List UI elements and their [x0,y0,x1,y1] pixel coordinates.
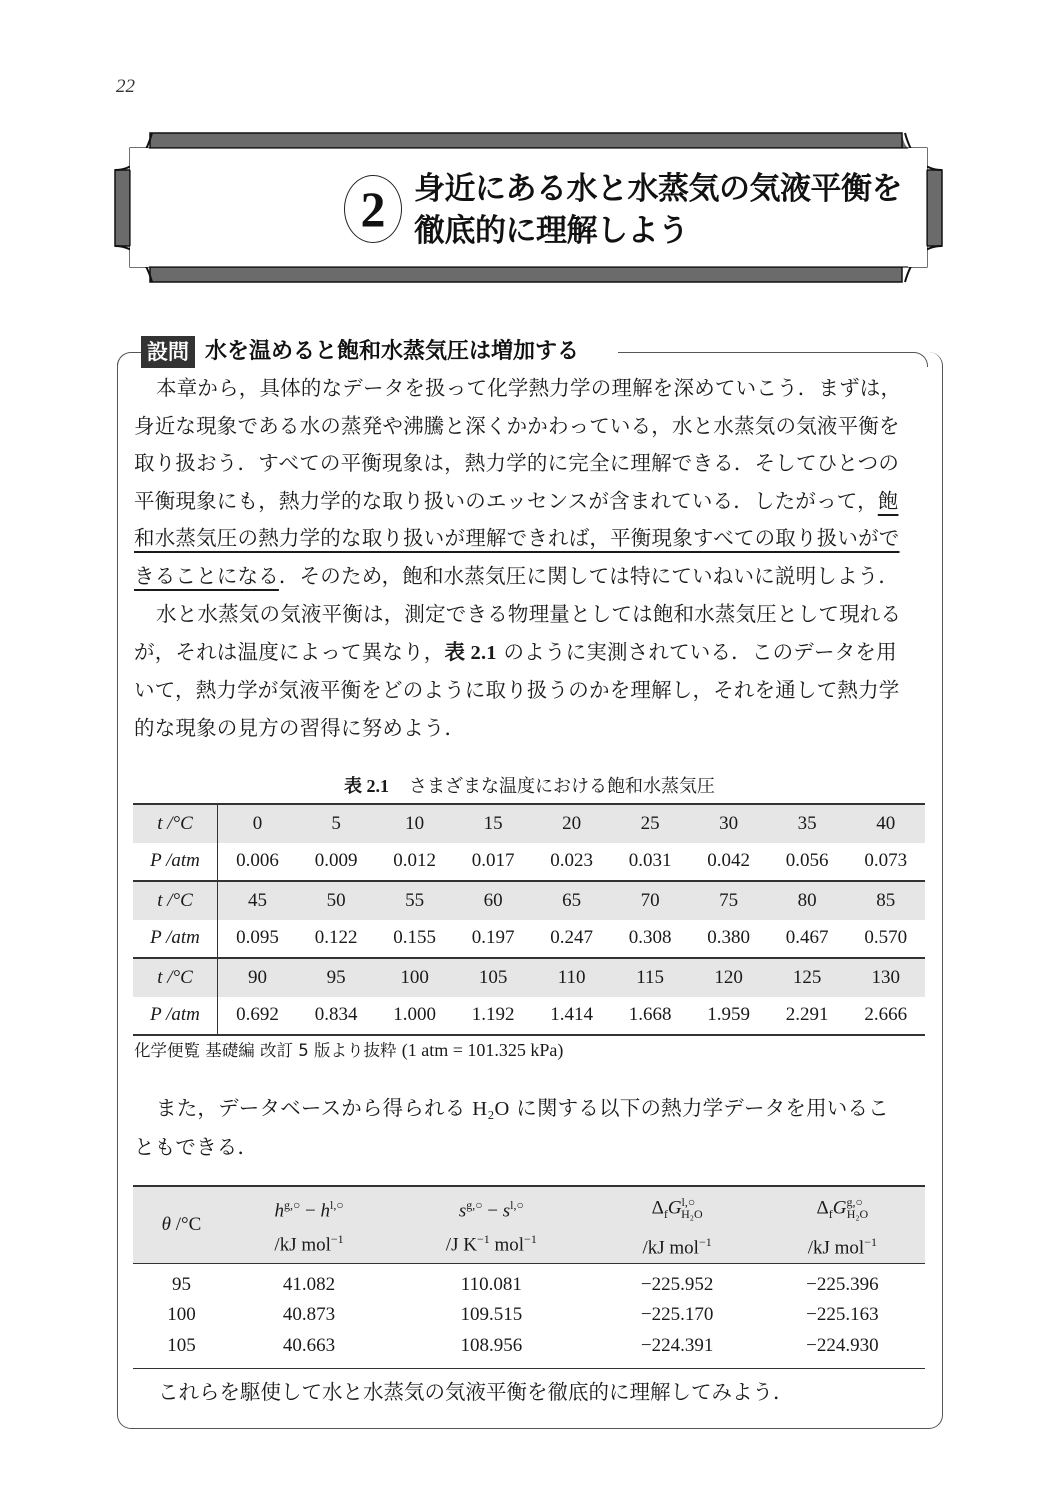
page-number: 22 [116,76,135,97]
row-header-p: P /atm [133,920,218,959]
table-cell: 115 [611,958,690,997]
table-cell: 40 [846,804,925,843]
table-row [133,1264,925,1300]
table-cell: 0.042 [707,850,751,872]
chapter-title [414,168,902,252]
chapter-number: 2 [344,175,402,243]
chemical-formula: H₂O [472,1098,510,1120]
question-header [141,336,593,368]
table-cell: 0.247 [550,927,594,949]
table-cell: 120 [689,958,768,997]
table-header-row [133,1186,925,1264]
table-cell: 2.291 [785,1004,829,1026]
chapter-banner [112,130,947,285]
table-cell: 41.082 [282,1273,336,1295]
question-label: 設問 [141,336,195,368]
unit-conversion-note: (1 atm = 101.325 kPa) [401,1040,564,1060]
table-cell: 108.956 [460,1334,523,1356]
chapter-title-line1: 身近にある水と水蒸気の気液平衡を [414,171,902,207]
table-cell: 110 [532,958,611,997]
table-cell: 1.959 [707,1004,751,1026]
table-cell: 35 [768,804,847,843]
column-header-gibbs-liquid: $\Delta_fG^{l,○}_{H_2O}$ /kJ mol$^{-1}$ [642,1195,712,1259]
table-cell: 0.467 [785,927,829,949]
table-row-temperature [133,958,925,997]
underlined-text: きることになる [134,563,279,588]
question-box-border-left [117,352,144,367]
table-cell: 40.663 [282,1334,336,1356]
table-cell: 0.692 [236,1004,279,1026]
table-cell: 1.668 [628,1004,672,1026]
row-header-p: P /atm [133,843,218,882]
table1-caption [0,772,1059,798]
text-line: ともできる． [134,1134,259,1159]
table-cell: 0.031 [628,850,672,872]
table-cell: 75 [689,881,768,920]
table1-caption-text: さまざまな温度における飽和水蒸気圧 [409,776,715,797]
table-cell: 25 [611,804,690,843]
paragraph-database [134,1090,926,1166]
column-header-gibbs-gas: $\Delta_fG^{g,○}_{H_2O}$ /kJ mol$^{-1}$ [807,1195,877,1259]
table-cell: 55 [375,881,454,920]
table-row [133,1300,925,1331]
table-row-pressure [133,997,925,1036]
table-row-temperature [133,804,925,843]
table-cell: 1.000 [393,1004,437,1026]
table-cell: 40.873 [282,1304,336,1326]
table-cell: 0.122 [314,927,358,949]
text-line: に関する以下の熱力学データを用いるこ [509,1096,889,1120]
table-cell: 90 [218,958,297,997]
question-box-border-right [618,352,928,367]
table-cell: 5 [297,804,376,843]
table-cell: 95 [297,958,376,997]
table1-source-note [134,1037,563,1061]
table-cell: 20 [532,804,611,843]
table-row-pressure [133,920,925,959]
table-cell: 15 [454,804,533,843]
table-cell: 0.095 [236,927,279,949]
column-header-theta: θ /°C [161,1214,202,1236]
table-row-pressure [133,843,925,882]
table-cell: 110.081 [460,1273,522,1295]
table-cell: 130 [846,958,925,997]
text-line: また，データベースから得られる [156,1096,473,1120]
vapor-pressure-table [133,803,925,1036]
closing-sentence: これらを駆使して水と水蒸気の気液平衡を徹底的に理解してみよう． [158,1380,794,1404]
table-cell: −225.163 [806,1304,879,1326]
text-line: ．そのため，飽和水蒸気圧に関しては特にていねいに説明しよう． [278,563,900,588]
thermodynamic-data-table [133,1185,925,1369]
row-header-t: t /°C [133,881,218,920]
text-line: 取り扱おう．すべての平衡現象は，熱力学的に完全に理解できる．そしてひとつの [134,451,900,476]
table-cell: 0 [218,804,297,843]
table-cell: 70 [611,881,690,920]
table-cell: 10 [375,804,454,843]
table-cell: 0.073 [864,850,908,872]
table-cell: 0.056 [785,850,829,872]
table-cell: 0.155 [393,927,437,949]
table-cell: −224.391 [640,1334,714,1356]
table-cell: −225.396 [806,1273,879,1295]
text-line: 的な現象の見方の習得に努めよう． [134,715,466,740]
underlined-text: 飽 [877,488,899,513]
text-line: のように実測されている．このデータを用 [496,639,897,664]
table-cell: 60 [454,881,533,920]
text-line: が，それは温度によって異なり， [134,639,445,664]
table-cell: −224.930 [806,1334,879,1356]
table-row [133,1330,925,1368]
column-header-enthalpy: $h^{g,○} - h^{l,○}$ /kJ mol$^{-1}$ [274,1197,344,1256]
table-cell: 45 [218,881,297,920]
table-cell: 0.308 [628,927,672,949]
row-header-t: t /°C [133,804,218,843]
table1-number: 表 2.1 [344,776,389,796]
table-cell: 0.023 [550,850,594,872]
table-cell: 105 [167,1334,196,1356]
table-cell: 65 [532,881,611,920]
text-line: 身近な現象である水の蒸発や沸騰と深くかかわっている，水と水蒸気の気液平衡を [134,413,900,438]
table-cell: 0.380 [707,927,751,949]
table-cell: 109.515 [460,1304,523,1326]
table-cell: 0.197 [471,927,515,949]
table-cell: −225.170 [640,1304,714,1326]
table-cell: 0.834 [314,1004,358,1026]
table-cell: 0.009 [314,850,358,872]
source-text: 化学便覧 基礎編 改訂 5 版より抜粋 [134,1041,397,1060]
table-cell: 1.192 [471,1004,515,1026]
table-cell: 0.006 [236,850,279,872]
text-line: いて，熱力学が気液平衡をどのように取り扱うのかを理解し，それを通して熱力学 [134,678,900,703]
text-line: 本章から，具体的なデータを扱って化学熱力学の理解を深めていこう．まずは， [156,376,902,400]
question-title: 水を温めると飽和水蒸気圧は増加する [205,339,580,364]
text-line: 水と水蒸気の気液平衡は，測定できる物理量としては飽和水蒸気圧として現れる [156,602,902,626]
table-cell: 80 [768,881,847,920]
table-cell: 0.012 [393,850,437,872]
table-cell: 100 [167,1304,196,1326]
table-cell: 100 [375,958,454,997]
table-row-temperature [133,881,925,920]
table-cell: 125 [768,958,847,997]
paragraph-intro [134,370,926,596]
column-header-entropy: $s^{g,○} - s^{l,○}$ /J $K^{-1}$ mol$^{-1}$ [445,1197,537,1256]
table-cell: 30 [689,804,768,843]
table-cell: 50 [297,881,376,920]
table-reference: 表 2.1 [444,641,497,664]
table-cell: −225.952 [640,1273,714,1295]
table-cell: 0.570 [864,927,908,949]
text-line: 平衡現象にも，熱力学的な取り扱いのエッセンスが含まれている．したがって， [134,488,878,513]
table-cell: 85 [846,881,925,920]
chapter-title-line2: 徹底的に理解しよう [414,213,689,249]
table-cell: 95 [172,1273,191,1295]
table-cell: 2.666 [864,1004,908,1026]
row-header-t: t /°C [133,958,218,997]
table-cell: 1.414 [550,1004,594,1026]
table-cell: 0.017 [471,850,515,872]
row-header-p: P /atm [133,997,218,1036]
table-cell: 105 [454,958,533,997]
paragraph-equilibrium [134,596,926,747]
underlined-text: 和水蒸気圧の熱力学的な取り扱いが理解できれば，平衡現象すべての取り扱いがで [134,526,900,551]
